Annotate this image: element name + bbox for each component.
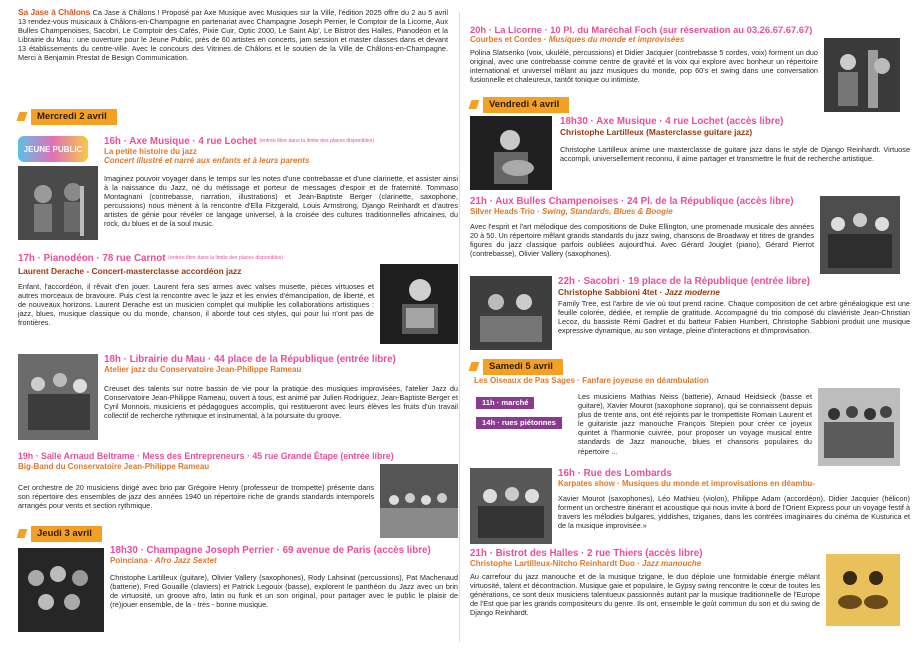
event-bistrot-des-halles xyxy=(470,548,820,617)
event-subtitle: Courbes et Cordes · Musiques du monde et improvisées xyxy=(470,35,685,44)
photo-guitar-masterclass xyxy=(470,116,552,190)
event-description: Polina Slatsenko (voix, ukulélé, percussions) et Didier Jacquier (contrebasse 5 cordes, voix) forment un duo original, avec une contrebasse comme centre de gravité et la voix qui explore avec bonheur un répertoire international et universel mêlant au jazz musiques du monde, pop 60's et swing dans une conversation fusionnelle et chaleureux, tantôt tonique ou intimiste. xyxy=(470,48,818,85)
photo-manouche-duo xyxy=(826,554,900,626)
day-band-friday xyxy=(470,96,569,113)
right-column xyxy=(470,0,910,654)
intro-paragraph xyxy=(18,8,448,63)
photo-fanfare xyxy=(818,388,900,466)
event-note: (entrée libre dans la limite des places disponibles) xyxy=(259,138,375,144)
column-divider xyxy=(459,12,460,642)
photo-sabbioni-4tet xyxy=(470,276,552,350)
festival-logo: Sa Jase à Châlons xyxy=(18,7,91,17)
day-label: Samedi 5 avril xyxy=(483,359,563,375)
photo-silver-heads-trio xyxy=(820,196,900,274)
photo-poinciana xyxy=(18,548,104,632)
event-subtitle: Atelier jazz du Conservatoire Jean-Philippe Rameau xyxy=(104,365,302,374)
photo-big-band xyxy=(380,464,458,538)
event-description: Family Tree, est l'arbre de vie où tout prend racine. Chaque composition de cet arbre généalogique est une feuille colorée, dédiée, et remplie de gratitude. Accompagné du trio composé du claviériste Jean-Christian Lecoz, du bassiste Rémi Gadret et du batteur Fabien Humbert, Christophe Sabbioni produit une musique expressive dynamique, au son vintage, pleine d'interactions et d'improvisation. xyxy=(558,299,910,336)
event-description: Creuset des talents sur notre bassin de vie pour la pratique des musiques improvisées, l'atelier Jazz du Conservatoire Jean-Philippe Rameau, ouvert à tous, est animé par Julien Rodriguez, Jean-Baptiste Berger et Cyril Monnois, musiciens et pédagogues accomplis, qui restitueront avec leurs élèves les fruits d'un travail collectif de recherche rythmique et instrumental, à la poursuite du groove. xyxy=(104,384,458,421)
event-oiseaux-pas-sages xyxy=(474,376,910,385)
photo-kids-concert xyxy=(18,166,98,240)
day-band-saturday xyxy=(470,358,563,375)
event-title: 21h · Bistrot des Halles · 2 rue Thiers (accès libre) xyxy=(470,548,703,559)
event-subtitle: La petite histoire du jazz xyxy=(104,147,197,157)
event-axe-musique-1830 xyxy=(560,116,910,163)
event-salle-beltrame-body xyxy=(18,480,374,510)
event-title: 22h · Sacobri · 19 place de la République (entrée libre) xyxy=(558,276,811,287)
event-title: 18h30 · Axe Musique · 4 rue Lochet (accès libre) xyxy=(560,116,784,127)
day-marker-icon xyxy=(17,529,28,538)
jeune-public-badge: JEUNE PUBLIC xyxy=(18,136,88,162)
event-description: Les musiciens Mathias Neiss (batterie), Arnaud Heidsieck (basse et guitare), Xavier Mourot (saxophone soprano), qui se connaissent depuis plus de trente ans, ont été rejoints par le trompettiste Romain Laurent et le guitariste jazz manouche François Stepien pour créer ce joyeux quintet à l'harmonie cuivrée, pour proposer un voyage musical entre standards de Jazz manouche, blues et chansons populaires du répertoire ... xyxy=(578,392,812,456)
event-subtitle-2: Concert illustré et narré aux enfants et à leurs parents xyxy=(104,156,310,166)
event-subtitle: Poinciana · Afro Jazz Sextet xyxy=(110,556,217,565)
event-subtitle: Big-Band du Conservatoire Jean-Philippe Rameau xyxy=(18,462,210,471)
event-title: 21h · Aux Bulles Champenoises · 24 Pl. de la République (accès libre) xyxy=(470,196,794,207)
event-note: (entrée libre dans la limite des places disponibles) xyxy=(168,255,284,261)
event-rue-des-lombards xyxy=(558,468,910,530)
event-subtitle: Silver Heads Trio · Swing, Standards, Blues & Boogie xyxy=(470,207,673,216)
photo-jazz-workshop xyxy=(18,354,98,440)
event-subtitle: Les Oiseaux de Pas Sages · Fanfare joyeuse en déambulation xyxy=(474,376,709,385)
day-label: Mercredi 2 avril xyxy=(31,109,117,125)
event-oiseaux-body xyxy=(578,389,812,456)
left-column xyxy=(18,0,458,654)
photo-accordion-player xyxy=(380,264,458,344)
event-description: Xavier Mourot (saxophones), Léo Mathieu (violon), Philippe Adam (accordéon), Didier Jacquier (hélicon) forment un orchestre itinérant et acoustique qui nous invite à bord de l'Orient Express pour un voyage festif à travers les mélodies bulgares, yiddishes, tziganes, dans les contrées imaginaires du cinéma de Kusturica et de la musique improvisée.» xyxy=(558,494,910,531)
event-pianodeon-17h xyxy=(18,253,458,264)
event-subtitle: Karpates show · Musiques du monde et improvisations en déambu- xyxy=(558,479,815,488)
event-description: Au carrefour du jazz manouche et de la musique tzigane, le duo déploie une formidable énergie mêlant virtuosité, talent et décontraction. Musique gaie et populaire, le Gypsy swing rencontre le cœur de toutes les générations, ce sont deux musiciens talentueux passionnés autant par la musique traditionnelle de l'Europe de l'Est que par les grands compositeurs du genre. Ils ont, ensemble le goût commun du son et du swing de Django Reinhardt. xyxy=(470,572,820,618)
event-axe-musique-16h xyxy=(104,136,458,165)
event-title: 18h30 · Champagne Joseph Perrier · 69 avenue de Paris (accès libre) xyxy=(110,545,431,556)
event-title: 19h · Salle Arnaud Beltrame · Mess des Entrepreneurs · 45 rue Grande Étape (entrée libre) xyxy=(18,451,394,461)
event-joseph-perrier xyxy=(110,545,458,609)
event-subtitle: Christophe Sabbioni 4tet · Jazz moderne xyxy=(558,287,720,297)
day-band-wednesday xyxy=(18,108,117,125)
event-description: Christophe Lartilleux anime une masterclasse de guitare jazz dans le style de Django Reinhardt. Virtuose accompli, universellement reconnu, il aime partager et transmettre le fruit de recherche artistique. xyxy=(560,145,910,164)
day-marker-icon xyxy=(17,112,28,121)
day-label: Jeudi 3 avril xyxy=(31,526,102,542)
event-bulles-body xyxy=(470,219,814,258)
event-axe-musique-text xyxy=(104,171,458,229)
event-subtitle: Christophe Lartilleux (Masterclasse guitare jazz) xyxy=(560,127,753,137)
day-marker-icon xyxy=(469,362,480,371)
tag-marche: 11h · marché xyxy=(476,392,534,410)
day-marker-icon xyxy=(469,100,480,109)
photo-courbes-et-cordes xyxy=(824,38,900,112)
event-sacobri xyxy=(558,276,910,335)
day-band-thursday xyxy=(18,525,102,542)
event-subtitle: Laurent Derache - Concert-masterclasse accordéon jazz xyxy=(18,266,242,276)
day-label: Vendredi 4 avril xyxy=(483,97,569,113)
event-description: Avec l'esprit et l'art mélodique des compositions de Duke Ellington, une promenade musicale des années 20 à 50. Un répertoire mêlant grands standards du jazz swing, chansons de Broadway et titres de grandes figures du jazz classique parfois oubliées aujourd'hui. Avec Gérard Jouglet (piano), Gérard Pierrot (contrebasse), Olivier Vallery (saxophones). xyxy=(470,222,814,259)
event-description: Enfant, l'accordéon, il rêvait d'en jouer. Laurent fera ses armes avec valses musette, pièces virtuoses et autres morceaux de bravoure. Puis c'est la rencontre avec le jazz et les envies d'émancipation, de liberté, et de nouveaux horizons. Laurent Derache est un musicien complet qui multiplie les collaborations artistiques : jazz, blues, musique classique ou du monde, chanson, il aborde tout ces styles, qui pour lui n'ont pas de frontières. xyxy=(18,282,374,328)
event-la-licorne-body xyxy=(470,45,818,84)
event-pianodeon-body xyxy=(18,266,374,327)
photo-karpates-show xyxy=(470,468,552,544)
event-title: 17h · Pianodéon · 78 rue Carnot (entrée libre dans la limite des places disponibles) xyxy=(18,253,284,265)
intro-text: Ca Jase à Châlons ! Proposé par Axe Musique avec Musiques sur la Ville, l'édition 2025 offre du 2 au 5 avril 13 rendez-vous musicaux à Châlons-en-Champagne en partenariat avec Champagne Joseph Perrier, le Comptoir de la Licorne, Aux Bulles Champenoises, Sacobri, Le Comptoir des Cafés, Pixie Cuir, Optic 2000, Le Saint Alp', Le Bistrot des Halles, Pianodéon et la Librairie du Mau : une ouverture pour le Jeune Public, près de 60 artistes en concerts, jam session et master classes dans et devant 13 établissements du centre-ville. Avec le concours des Vitrines de Châlons et le soutien de la Ville de Châlons-en-Champagne. Merci à Benjamin Prestat de Besign Communication. xyxy=(18,8,449,63)
event-subtitle: Christophe Lartilleux-Nitcho Reinhardt Duo · Jazz manouche xyxy=(470,559,702,568)
event-title: 16h · Axe Musique · 4 rue Lochet (entrée libre dans la limite des places disponibles) xyxy=(104,136,375,148)
event-librairie-du-mau xyxy=(104,354,458,420)
event-title: 20h · La Licorne · 10 Pl. du Maréchal Foch (sur réservation au 03.26.67.67.67) xyxy=(470,24,813,35)
event-description: Cet orchestre de 20 musiciens dirigé avec brio par Grégoire Henry (professeur de trompette) présente dans son répertoire des ensembles de jazz des années 1940 un répertoire riche de grands standards intemporels arrangés pour vents et section rythmique. xyxy=(18,483,374,511)
tag-rues-pietonnes: 14h · rues piétonnes xyxy=(476,412,562,430)
event-title: 18h · Librairie du Mau · 44 place de la République (entrée libre) xyxy=(104,354,396,365)
event-description: Imaginez pouvoir voyager dans le temps sur les notes d'une contrebasse et d'une clarinette, et assister ainsi à la naissance du Jazz, né du métissage et porteur de messages d'espoir et de fraternité. Tommaso Montagnani (contrebasse, narration, illustrations) et Jean-Baptiste Berger (clarinette, saxophone, percussions) nous mènent à la rencontre d'Ella Fitzgerald, Louis Armstrong, Django Reinhardt et d'autres artistes de génie pour révéler ce langage universel, à la croisée des cultures traditionnelles africaines, du rock, du blues et de la soul music. xyxy=(104,174,458,229)
event-description: Christophe Lartilleux (guitare), Olivier Vallery (saxophones), Rody Lahsinat (percussions), Pat Machenaud (batterie), Fred Gouaille (claviers) et Patrick Legouix (basse), explorent le panthéon du Jazz avec un brin de virtuosité, un groove afro, latin ou funk et un son original, pour partager avec le public le plaisir de (re)jouer ensemble, de la - très - bonne musique. xyxy=(110,573,458,610)
event-title: 16h · Rue des Lombards xyxy=(558,468,672,479)
